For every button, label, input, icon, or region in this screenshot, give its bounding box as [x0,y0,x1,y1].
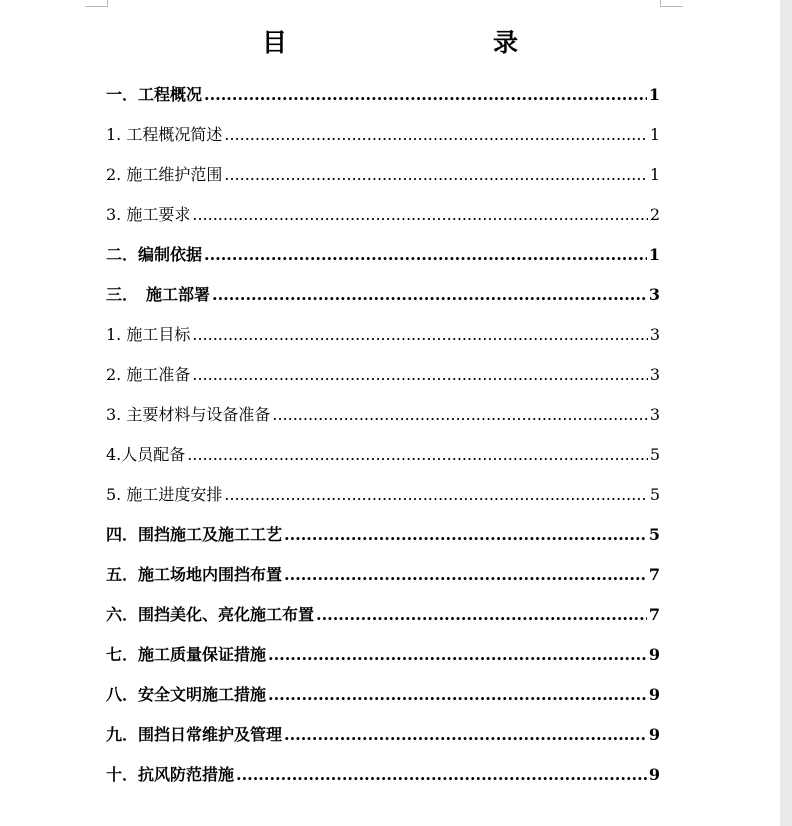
toc-entry-label: 六．围挡美化、亮化施工布置 [106,605,315,624]
toc-entry-page-number: 9 [648,685,660,704]
toc-entry-page-number: 5 [649,485,660,504]
toc-entry[interactable] [106,163,660,203]
toc-entry-page-number: 3 [649,365,660,384]
toc-entry-page-number: 3 [648,285,660,304]
toc-entry-label: 二．编制依据 [106,245,203,264]
toc-dot-leader [192,203,647,227]
toc-entry-label: 5. 施工进度安排 [106,485,223,504]
toc-entry[interactable] [106,643,660,683]
toc-entry[interactable] [106,283,660,323]
toc-dot-leader [192,363,647,387]
toc-entry[interactable] [106,363,660,403]
toc-entry[interactable] [106,523,660,563]
toc-entry-label: 3. 主要材料与设备准备 [106,405,271,424]
toc-entry-page-number: 1 [649,125,660,144]
toc-entry[interactable] [106,243,660,283]
toc-entry[interactable] [106,723,660,763]
toc-entry-label: 三． 施工部署 [106,285,211,304]
toc-dot-leader [224,163,647,187]
toc-entry[interactable] [106,763,660,803]
toc-dot-leader [212,283,647,307]
toc-dot-leader [236,763,647,787]
toc-dot-leader [284,523,647,547]
toc-entry[interactable] [106,123,660,163]
page-gutter [780,0,792,826]
toc-entry[interactable] [106,563,660,603]
toc-entry-label: 十．抗风防范措施 [106,765,235,784]
toc-entry[interactable] [106,603,660,643]
toc-dot-leader [272,403,647,427]
toc-dot-leader [224,483,647,507]
toc-entry[interactable] [106,323,660,363]
toc-entry-page-number: 3 [649,405,660,424]
toc-entry-page-number: 9 [648,725,660,744]
toc-entry-page-number: 9 [648,645,660,664]
toc-entry[interactable] [106,443,660,483]
toc-entry-page-number: 3 [649,325,660,344]
toc-entry-label: 1. 施工目标 [106,325,191,344]
toc-entry-label: 七．施工质量保证措施 [106,645,267,664]
toc-dot-leader [284,723,647,747]
toc-dot-leader [284,563,647,587]
toc-entry-label: 五．施工场地内围挡布置 [106,565,283,584]
toc-entry-page-number: 1 [648,85,660,104]
toc-title: 目 录 [261,28,570,57]
toc-entry-page-number: 1 [648,245,660,264]
toc-dot-leader [187,443,648,467]
toc-entry-page-number: 2 [649,205,660,224]
toc-entry[interactable] [106,483,660,523]
toc-entry-page-number: 7 [648,605,660,624]
toc-dot-leader [224,123,647,147]
toc-dot-leader [204,83,647,107]
toc-entry-label: 四．围挡施工及施工工艺 [106,525,283,544]
toc-entry-label: 1. 工程概况简述 [106,125,223,144]
table-of-contents [106,83,660,803]
toc-entry-label: 3. 施工要求 [106,205,191,224]
toc-dot-leader [268,643,647,667]
toc-entry-page-number: 1 [649,165,660,184]
toc-entry-label: 2. 施工维护范围 [106,165,223,184]
toc-entry-label: 一．工程概况 [106,85,203,104]
toc-entry-page-number: 9 [648,765,660,784]
toc-entry[interactable] [106,83,660,123]
toc-entry[interactable] [106,683,660,723]
crop-mark-top-left [85,0,108,7]
toc-entry[interactable] [106,203,660,243]
toc-entry-label: 九．围挡日常维护及管理 [106,725,283,744]
toc-entry-label: 2. 施工准备 [106,365,191,384]
toc-dot-leader [192,323,647,347]
toc-entry-page-number: 5 [649,445,660,464]
crop-mark-top-right [660,0,683,7]
toc-entry-label: 八．安全文明施工措施 [106,685,267,704]
toc-entry-label: 4.人员配备 [106,445,186,464]
toc-dot-leader [316,603,647,627]
toc-dot-leader [204,243,647,267]
toc-entry-page-number: 7 [648,565,660,584]
toc-entry[interactable] [106,403,660,443]
toc-dot-leader [268,683,647,707]
toc-entry-page-number: 5 [648,525,660,544]
